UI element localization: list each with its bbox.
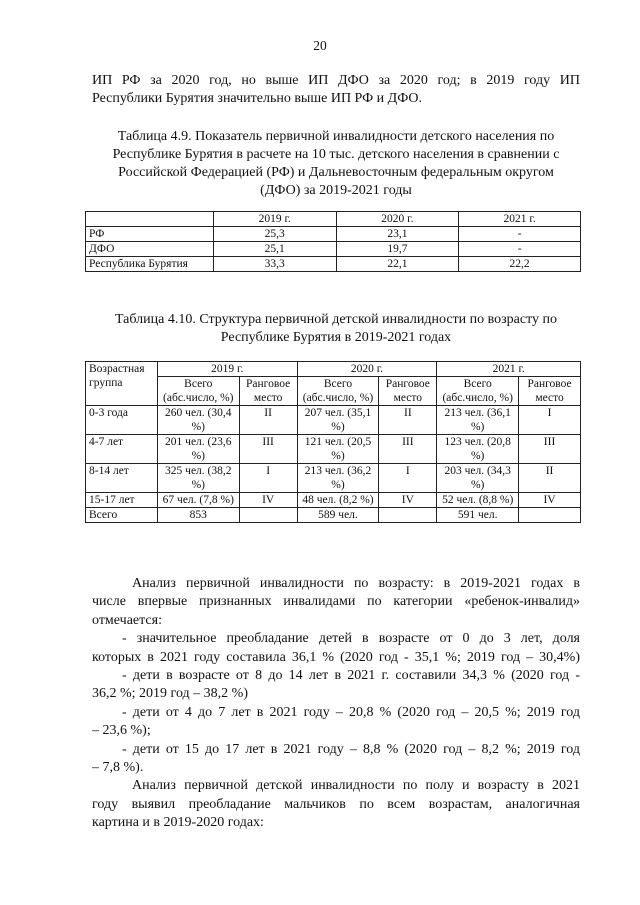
rank-cell: II [519, 464, 581, 493]
intro-line: Республики Бурятия значительно выше ИП РФ и ДФО. [92, 91, 423, 106]
body-line: картина и в 2019-2020 годах: [92, 815, 264, 831]
year-header: 2020 г. [297, 362, 437, 377]
rank-cell: IV [379, 493, 437, 508]
table-cell: 591 чел. [437, 508, 519, 523]
intro-paragraph [92, 72, 580, 108]
rank-cell: IV [519, 493, 581, 508]
table-cell: 33,3 [213, 257, 336, 272]
table-row [86, 257, 581, 272]
rank-cell [379, 508, 437, 523]
table-cell: 213 чел. (36,2 %) [297, 464, 379, 493]
table-row [86, 464, 581, 493]
table-row [86, 242, 581, 257]
row-label: 8-14 лет [86, 464, 158, 493]
intro-line: ИП РФ за 2020 год, но выше ИП ДФО за 2020 год; в 2019 году ИП [92, 73, 580, 88]
body-line: Анализ первичной инвалидности по возрасту: в 2019-2021 годах в [132, 576, 580, 591]
table-cell: 213 чел. (36,1 %) [437, 406, 519, 435]
table-cell: 201 чел. (23,6 %) [157, 435, 239, 464]
caption-line: Таблица 4.9. Показатель первичной инвалидности детского населения по [117, 129, 555, 144]
table-cell: 22,2 [459, 257, 581, 272]
table-cell: 589 чел. [297, 508, 379, 523]
rank-cell [239, 508, 297, 523]
row-label: Всего [86, 508, 158, 523]
table-row [86, 406, 581, 435]
table-cell: 52 чел. (8,8 %) [437, 493, 519, 508]
table1-caption [92, 128, 580, 200]
row-label: 0-3 года [86, 406, 158, 435]
table-cell: 325 чел. (38,2 %) [157, 464, 239, 493]
table-cell: 25,3 [213, 227, 336, 242]
subheader-total: Всего (абс.число, %) [157, 377, 239, 406]
caption-line: Республике Бурятия в расчете на 10 тыс. детского населения в сравнении с [112, 147, 560, 162]
rank-cell: III [519, 435, 581, 464]
table-header-row [86, 362, 581, 377]
table-disability-rate [85, 211, 581, 272]
caption-line: Республике Бурятия в 2019-2021 годах [220, 330, 452, 345]
caption-line: Российской Федерацией (РФ) и Дальневосточным федеральным округом [118, 165, 554, 180]
year-header: 2021 г. [437, 362, 581, 377]
body-line: году выявил преобладание мальчиков по всем возрастам, аналогичная [92, 796, 580, 812]
subheader-total: Всего (абс.число, %) [297, 377, 379, 406]
body-line: - дети от 15 до 17 лет в 2021 году – 8,8 % (2020 год – 8,2 %; 2019 год [122, 741, 580, 757]
header-cell [86, 212, 214, 227]
table-row [86, 435, 581, 464]
body-line: – 23,6 %); [92, 723, 151, 739]
subheader-rank: Ранговое место [239, 377, 297, 406]
body-line: Анализ первичной детской инвалидности по полу и возрасту в 2021 [132, 778, 580, 794]
table-row [86, 227, 581, 242]
rank-cell: I [379, 464, 437, 493]
rank-cell [519, 508, 581, 523]
subheader-rank: Ранговое место [519, 377, 581, 406]
caption-line: (ДФО) за 2019-2021 годы [260, 183, 412, 198]
row-label: ДФО [86, 242, 214, 257]
body-line: 36,2 %; 2019 год – 38,2 %) [92, 686, 248, 702]
header-cell: 2020 г. [336, 212, 459, 227]
table-row [86, 493, 581, 508]
table-total-row [86, 508, 581, 523]
table-cell: 121 чел. (20,5 %) [297, 435, 379, 464]
table-cell: 207 чел. (35,1 %) [297, 406, 379, 435]
table-header-row [86, 212, 581, 227]
rank-cell: I [519, 406, 581, 435]
table-cell: 19,7 [336, 242, 459, 257]
body-line: - дети в возрасте от 8 до 14 лет в 2021 г. составили 34,3 % (2020 год - [122, 668, 580, 684]
table-age-structure [85, 361, 581, 523]
body-line: которых в 2021 году составила 36,1 % (2020 год - 35,1 %; 2019 год – 30,4%) [92, 649, 580, 665]
body-text [92, 575, 580, 833]
table-cell: 67 чел. (7,8 %) [157, 493, 239, 508]
table-subheader-row [86, 377, 581, 406]
row-label: Республика Бурятия [86, 257, 214, 272]
table-cell: 260 чел. (30,4 %) [157, 406, 239, 435]
table-cell: 853 [157, 508, 239, 523]
subheader-rank: Ранговое место [379, 377, 437, 406]
row-label: 15-17 лет [86, 493, 158, 508]
table-cell: - [459, 227, 581, 242]
rank-cell: II [239, 406, 297, 435]
page-number: 20 [313, 38, 327, 53]
year-header: 2019 г. [157, 362, 297, 377]
header-cell: 2019 г. [213, 212, 336, 227]
table-cell: 123 чел. (20,8 %) [437, 435, 519, 464]
body-line: – 7,8 %). [92, 760, 144, 776]
group-header: Возрастная группа [86, 362, 158, 406]
body-line: - значительное преобладание детей в возрасте от 0 до 3 лет, доля [122, 631, 580, 647]
row-label: 4-7 лет [86, 435, 158, 464]
table-cell: 48 чел. (8,2 %) [297, 493, 379, 508]
body-line: числе впервые признанных инвалидами по категории «ребенок-инвалид» [92, 594, 580, 610]
caption-line: Таблица 4.10. Структура первичной детской инвалидности по возрасту по [114, 312, 558, 327]
rank-cell: II [379, 406, 437, 435]
rank-cell: III [379, 435, 437, 464]
table-cell: 203 чел. (34,3 %) [437, 464, 519, 493]
table-cell: 25,1 [213, 242, 336, 257]
header-cell: 2021 г. [459, 212, 581, 227]
table-cell: 22,1 [336, 257, 459, 272]
rank-cell: I [239, 464, 297, 493]
table-cell: - [459, 242, 581, 257]
rank-cell: IV [239, 493, 297, 508]
body-line: отмечается: [92, 612, 162, 628]
rank-cell: III [239, 435, 297, 464]
subheader-total: Всего (абс.число, %) [437, 377, 519, 406]
body-line: - дети от 4 до 7 лет в 2021 году – 20,8 % (2020 год – 20,5 %; 2019 год [122, 704, 580, 720]
row-label: РФ [86, 227, 214, 242]
table2-caption [92, 311, 580, 347]
table-cell: 23,1 [336, 227, 459, 242]
